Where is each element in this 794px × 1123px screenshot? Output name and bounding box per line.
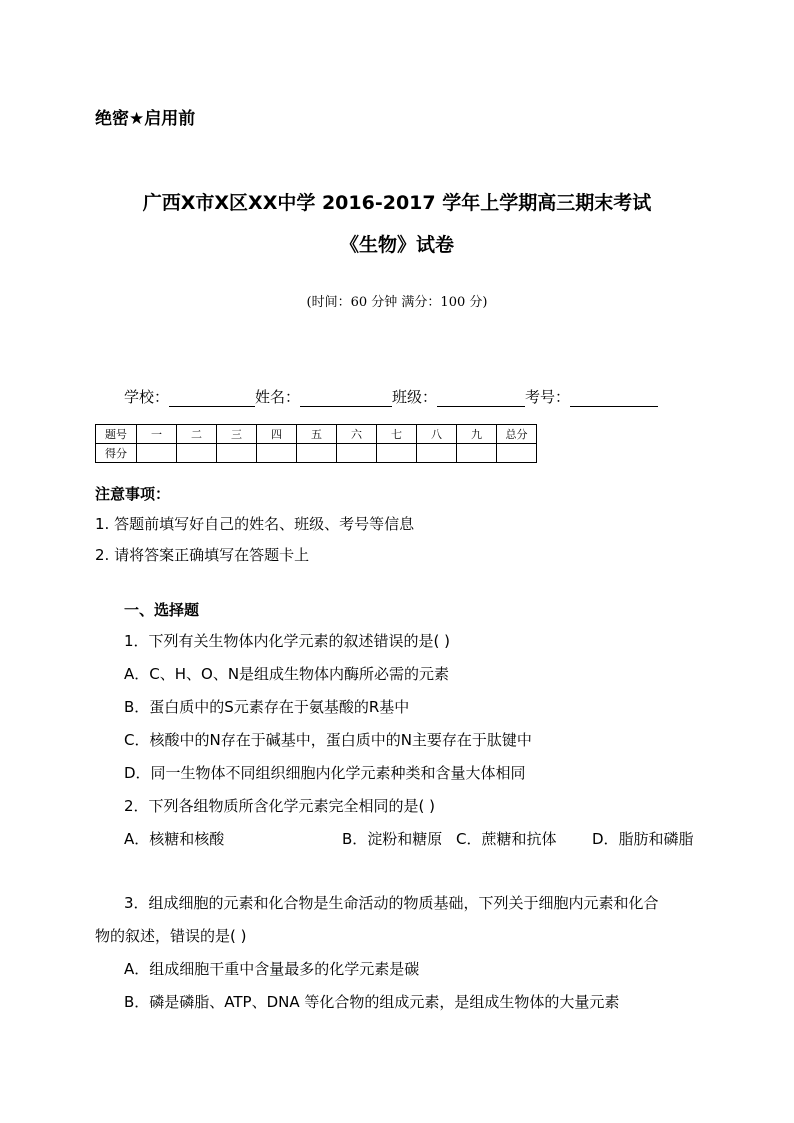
question-2-option-a: A．核糖和核酸 xyxy=(124,830,225,848)
score-header-cell: 七 xyxy=(377,425,417,444)
score-cell[interactable] xyxy=(457,444,497,463)
score-cell[interactable] xyxy=(497,444,537,463)
score-header-cell: 六 xyxy=(337,425,377,444)
question-2-option-c: C．蔗糖和抗体 xyxy=(456,830,557,848)
question-3-option-a: A．组成细胞干重中含量最多的化学元素是碳 xyxy=(124,960,420,978)
question-1-option-b: B．蛋白质中的S元素存在于氨基酸的R基中 xyxy=(124,698,410,716)
question-1-option-a: A．C、H、O、N是组成生物体内酶所必需的元素 xyxy=(124,665,450,683)
score-header-cell: 四 xyxy=(257,425,297,444)
note-item: 1. 答题前填写好自己的姓名、班级、考号等信息 xyxy=(95,515,415,533)
question-2-option-b: B．淀粉和糖原 xyxy=(342,830,443,848)
score-row-label: 得分 xyxy=(96,444,137,463)
student-info-row xyxy=(124,386,658,407)
score-table xyxy=(95,424,537,463)
exam-subject: 《生物》试卷 xyxy=(339,234,454,256)
exam-no-field[interactable] xyxy=(570,388,658,407)
question-3-option-b: B．磷是磷脂、ATP、DNA 等化合物的组成元素，是组成生物体的大量元素 xyxy=(124,993,620,1011)
exam-title: 广西X市X区XX中学 2016-2017 学年上学期高三期末考试 xyxy=(142,192,652,214)
question-1-stem: 1．下列有关生物体内化学元素的叙述错误的是( ) xyxy=(124,632,451,650)
score-header-cell: 五 xyxy=(297,425,337,444)
score-cell[interactable] xyxy=(377,444,417,463)
question-2-option-d: D．脂肪和磷脂 xyxy=(592,830,694,848)
score-cell[interactable] xyxy=(217,444,257,463)
question-2-stem: 2．下列各组物质所含化学元素完全相同的是( ) xyxy=(124,797,436,815)
score-cell[interactable] xyxy=(257,444,297,463)
question-3-stem-line1: 3．组成细胞的元素和化合物是生命活动的物质基础，下列关于细胞内元素和化合 xyxy=(124,894,659,912)
score-cell[interactable] xyxy=(137,444,177,463)
score-header-cell: 二 xyxy=(177,425,217,444)
score-header-cell: 三 xyxy=(217,425,257,444)
score-header-cell: 总分 xyxy=(497,425,537,444)
note-item: 2. 请将答案正确填写在答题卡上 xyxy=(95,546,310,564)
question-1-option-d: D．同一生物体不同组织细胞内化学元素种类和含量大体相同 xyxy=(124,764,526,782)
notes-title: 注意事项： xyxy=(95,485,171,503)
score-header-cell: 九 xyxy=(457,425,497,444)
confidential-mark: 绝密★启用前 xyxy=(95,109,196,129)
section-title: 一、选择题 xyxy=(124,601,200,619)
score-header-cell: 八 xyxy=(417,425,457,444)
score-header-cell: 题号 xyxy=(96,425,137,444)
class-field[interactable] xyxy=(437,388,525,407)
question-1-option-c: C．核酸中的N存在于碱基中，蛋白质中的N主要存在于肽键中 xyxy=(124,731,532,749)
score-table-header-row xyxy=(96,425,537,444)
name-field[interactable] xyxy=(300,388,392,407)
school-label: 学校： xyxy=(124,388,170,406)
exam-no-label: 考号： xyxy=(525,388,571,406)
school-field[interactable] xyxy=(169,388,255,407)
score-cell[interactable] xyxy=(177,444,217,463)
score-header-cell: 一 xyxy=(137,425,177,444)
name-label: 姓名： xyxy=(255,388,301,406)
class-label: 班级： xyxy=(392,388,438,406)
score-cell[interactable] xyxy=(297,444,337,463)
score-cell[interactable] xyxy=(417,444,457,463)
score-table-score-row xyxy=(96,444,537,463)
score-cell[interactable] xyxy=(337,444,377,463)
question-3-stem-line2: 物的叙述，错误的是( ) xyxy=(95,927,247,945)
time-info: (时间：60 分钟 满分：100 分) xyxy=(306,295,488,310)
